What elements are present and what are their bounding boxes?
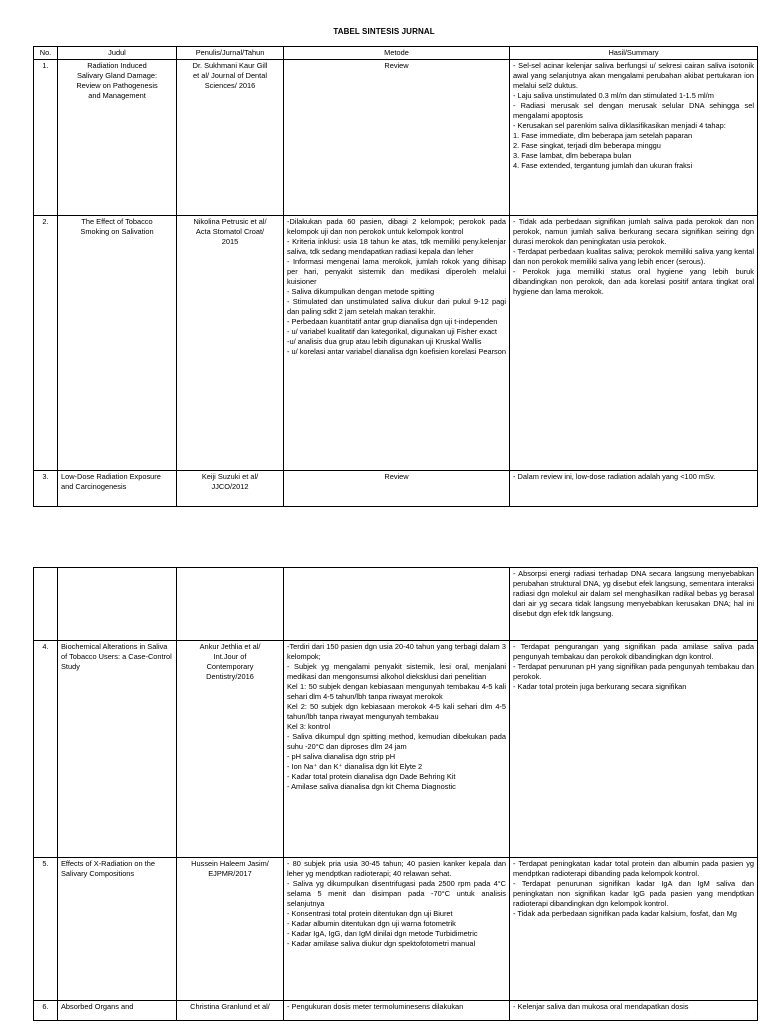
cell-metode-line: - Saliva yg dikumpulkan disentrifugasi pada 2500 rpm pada 4°C selama 5 menit dan disimpan pada -70°C untuk analisis selanjutnya bbox=[287, 878, 506, 908]
cell-hasil-line: - Terdapat perbedaan kualitas saliva; perokok memiliki saliva yang kental dan non perokok memiliki saliva yang lebih encer (serous). bbox=[513, 246, 754, 266]
cell-metode-line: - Kadar amilase saliva diukur dgn spektofotometri manual bbox=[287, 938, 476, 948]
cell-penulis-line: Ankur Jethlia et al/ bbox=[199, 642, 261, 651]
cell-hasil bbox=[510, 568, 758, 641]
cell-hasil-line: - Terdapat pengurangan yang signifikan pada amilase saliva pada pengunyah tembakau dan perokok dibandingkan dgn kontrol. bbox=[513, 642, 754, 661]
cell-penulis-line: JJCO/2012 bbox=[211, 481, 249, 491]
cell-metode-line: - Ion Na⁺ dan K⁺ dianalisa dgn kit Elyte 2 bbox=[287, 761, 423, 771]
cell-metode-line: - Saliva dikumpul dgn spitting method, kemudian dibekukan pada suhu -20°C dan diproses dlm 24 jam bbox=[287, 731, 506, 751]
cell-judul bbox=[58, 641, 177, 858]
cell-penulis bbox=[177, 1001, 284, 1021]
cell-judul bbox=[58, 215, 177, 470]
header-no: No. bbox=[34, 47, 58, 60]
table-row bbox=[34, 858, 758, 1001]
cell-metode-line: Kel 3: kontrol bbox=[287, 721, 331, 731]
cell-hasil-line: - Terdapat peningkatan kadar total protein dan albumin pada pasien yg mendptkan radioterapi dibanding pada kelompok kontrol. bbox=[513, 859, 754, 878]
cell-penulis bbox=[177, 568, 284, 641]
cell-penulis-line: Dentistry/2016 bbox=[206, 671, 254, 681]
cell-judul bbox=[58, 858, 177, 1001]
cell-metode-line: -u/ analisis dua grup atau lebih digunakan uji Kruskal Wallis bbox=[287, 336, 482, 346]
cell-hasil-line: - Sel-sel acinar kelenjar saliva berfungsi u/ sekresi cairan saliva isotonik awal yang selanjutnya akan mengalami perubahan akibat pertukaran ion melalui sel2 duktus. bbox=[513, 60, 754, 90]
cell-hasil-line: - Radiasi merusak sel dengan merusak selular DNA sehingga sel mengalami apoptosis bbox=[513, 100, 754, 120]
cell-penulis-line: et al/ Journal of Dental bbox=[193, 70, 267, 80]
cell-judul-line: The Effect of Tobacco bbox=[81, 216, 153, 226]
cell-hasil bbox=[510, 858, 758, 1001]
cell-penulis-line: Dr. Sukhmani Kaur Gill bbox=[192, 60, 268, 70]
row-number: 3. bbox=[34, 470, 58, 506]
cell-metode-line: Review bbox=[384, 471, 409, 481]
cell-penulis bbox=[177, 215, 284, 470]
cell-judul bbox=[58, 59, 177, 215]
cell-hasil-line: - Kerusakan sel parenkim saliva diklasifikasikan menjadi 4 tahap: bbox=[513, 120, 726, 130]
cell-judul bbox=[58, 568, 177, 641]
table-header-row bbox=[34, 47, 758, 60]
row-number: 4. bbox=[34, 641, 58, 858]
cell-metode-line: - Saliva dikumpulkan dengan metode spitting bbox=[287, 286, 435, 296]
cell-metode-line: - Kadar IgA, IgG, dan IgM dinilai dgn metode Turbidimetric bbox=[287, 928, 478, 938]
cell-judul-line: Absorbed Organs and bbox=[61, 1002, 134, 1011]
cell-metode-line: - pH saliva dianalisa dgn strip pH bbox=[287, 751, 396, 761]
cell-penulis-line: Nikolina Petrusic et al/ bbox=[193, 216, 267, 226]
cell-metode-line: - 80 subjek pria usia 30-45 tahun; 40 pasien kanker kepala dan leher yg mendptkan radioterapi; 40 relawan sehat. bbox=[287, 859, 506, 878]
cell-judul-line: Biochemical Alterations in Saliva of Tobacco Users: a Case-Control Study bbox=[61, 642, 172, 671]
cell-hasil-line: 4. Fase extended, tergantung jumlah dan ukuran fraksi bbox=[513, 160, 693, 170]
cell-metode-line: - Konsentrasi total protein ditentukan dgn uji Biuret bbox=[287, 908, 453, 918]
cell-metode-line: - Kadar total protein dianalisa dgn Dade Behring Kit bbox=[287, 771, 456, 781]
row-number: 6. bbox=[34, 1001, 58, 1021]
cell-judul bbox=[58, 470, 177, 506]
row-number bbox=[34, 568, 58, 641]
cell-metode-line: - Perbedaan kuantitatif antar grup dianalisa dgn uji t-independen bbox=[287, 316, 498, 326]
table-row bbox=[34, 1001, 758, 1021]
cell-judul-line: Radiation Induced bbox=[87, 60, 147, 70]
cell-metode-line: - Stimulated dan unstimulated saliva diukur dari pukul 9-12 pagi dan paling sdkt 2 jam setelah makan terakhir. bbox=[287, 296, 506, 316]
cell-metode bbox=[284, 568, 510, 641]
synthesis-table-continued bbox=[33, 567, 758, 1021]
cell-penulis-line: Christina Granlund et al/ bbox=[190, 1002, 270, 1011]
header-penulis: Penulis/Jurnal/Tahun bbox=[177, 47, 284, 60]
cell-hasil-line: 1. Fase immediate, dlm beberapa jam setelah paparan bbox=[513, 130, 693, 140]
cell-hasil-line: 2. Fase singkat, terjadi dlm beberapa minggu bbox=[513, 140, 661, 150]
cell-metode-line: -Terdiri dari 150 pasien dgn usia 20-40 tahun yang terbagi dalam 3 kelompok; bbox=[287, 642, 506, 661]
cell-hasil-line: - Terdapat penurunan pH yang signifikan pada pengunyah tembakau dan perokok. bbox=[513, 661, 754, 681]
cell-penulis-line: Sciences/ 2016 bbox=[204, 80, 256, 90]
cell-hasil-line: - Tidak ada perbedaan signifikan pada kadar kalsium, fosfat, dan Mg bbox=[513, 908, 737, 918]
cell-metode-line: - Kadar albumin ditentukan dgn uji warna fotometrik bbox=[287, 918, 456, 928]
cell-hasil bbox=[510, 59, 758, 215]
header-hasil: Hasil/Summary bbox=[510, 47, 758, 60]
cell-hasil-line: - Absorpsi energi radiasi terhadap DNA secara langsung menyebabkan perubahan struktural DNA, yg disebut efek langsung, sementara interaksi radiasi dgn molekul air dalam sel menghasilkan radikal bebas yg berasal dari air yg secara tidak langsung menyebabkan kerusakan DNA; hal ini disebut dgn efek tdk langsung. bbox=[513, 569, 754, 618]
cell-hasil-line: - Kelenjar saliva dan mukosa oral mendapatkan dosis bbox=[513, 1002, 689, 1011]
cell-penulis-line: Contemporary bbox=[206, 661, 254, 671]
cell-penulis bbox=[177, 858, 284, 1001]
cell-hasil-line: - Terdapat penurunan signifikan kadar IgA dan IgM saliva dan peningkatan non signifikan kadar IgG pada pasien yang mendptkan radioterapi dibandingkan dgn kelompok kontrol. bbox=[513, 878, 754, 908]
cell-hasil-line: 3. Fase lambat, dlm beberapa bulan bbox=[513, 150, 632, 160]
cell-penulis-line: Hussein Haleem Jasim/ bbox=[191, 859, 269, 868]
cell-judul-line: Effects of X-Radiation on the Salivary Compositions bbox=[61, 859, 155, 878]
cell-metode-line: - Informasi mengenai lama merokok, jumlah rokok yang dihisap per hari, penyakit sistemik dan medikasi diperoleh melalui kuisioner bbox=[287, 256, 506, 286]
header-metode: Metode bbox=[284, 47, 510, 60]
cell-hasil-line: - Tidak ada perbedaan signifikan jumlah saliva pada perokok dan non perokok, namun jumlah saliva berkurang secara signifikan seiring dgn durasi merokok dan peningkatan usia perokok. bbox=[513, 216, 754, 246]
row-number: 1. bbox=[34, 59, 58, 215]
cell-penulis-line: 2015 bbox=[221, 236, 239, 246]
cell-hasil bbox=[510, 470, 758, 506]
table-row bbox=[34, 568, 758, 641]
row-number: 5. bbox=[34, 858, 58, 1001]
cell-metode-line: - Pengukuran dosis meter termoluminesens dilakukan bbox=[287, 1002, 464, 1011]
cell-metode-line: Kel 1: 50 subjek dengan kebiasaan mengunyah tembakau 4-5 kali sehari dlm 4-5 tahun/lbh tanpa riwayat merokok bbox=[287, 681, 506, 701]
cell-hasil bbox=[510, 1001, 758, 1021]
cell-penulis bbox=[177, 641, 284, 858]
header-judul: Judul bbox=[58, 47, 177, 60]
cell-penulis-line: Keiji Suzuki et al/ bbox=[201, 471, 259, 481]
cell-penulis-line: Acta Stomatol Croat/ bbox=[195, 226, 265, 236]
row-number: 2. bbox=[34, 215, 58, 470]
cell-hasil bbox=[510, 641, 758, 858]
cell-penulis-line: EJPMR/2017 bbox=[208, 868, 252, 878]
table-row bbox=[34, 641, 758, 858]
cell-hasil-line: - Dalam review ini, low-dose radiation adalah yang <100 mSv. bbox=[513, 471, 716, 481]
synthesis-table-top bbox=[33, 46, 758, 507]
cell-judul-line: and Management bbox=[88, 90, 146, 100]
cell-judul-line: Low-Dose Radiation Exposure and Carcinogenesis bbox=[61, 471, 161, 491]
cell-penulis-line: Int.Jour of bbox=[213, 651, 247, 661]
table-row bbox=[34, 470, 758, 506]
cell-metode-line: - u/ variabel kualitatif dan kategorikal, digunakan uji Fisher exact bbox=[287, 326, 497, 336]
cell-hasil-line: - Perokok juga memiliki status oral hygiene yang lebih buruk dibandingkan non perokok, dan ada korelasi positif antara tingkat oral hygiene dan lama merokok. bbox=[513, 266, 754, 296]
cell-hasil bbox=[510, 215, 758, 470]
cell-metode-line: -Dilakukan pada 60 pasien, dibagi 2 kelompok; perokok pada kelompok uji dan non perokok untuk kelompok kontrol bbox=[287, 216, 506, 236]
cell-judul-line: Smoking on Salivation bbox=[80, 226, 154, 236]
cell-metode bbox=[284, 470, 510, 506]
cell-metode bbox=[284, 858, 510, 1001]
cell-judul-line: Salivary Gland Damage: bbox=[76, 70, 158, 80]
cell-penulis bbox=[177, 470, 284, 506]
cell-judul bbox=[58, 1001, 177, 1021]
cell-metode-line: - u/ korelasi antar variabel dianalisa dgn koefisien korelasi Pearson bbox=[287, 346, 506, 356]
cell-metode-line: - Amilase saliva dianalisa dgn kit Chema Diagnostic bbox=[287, 781, 456, 791]
document-title: TABEL SINTESIS JURNAL bbox=[333, 27, 435, 36]
cell-hasil-line: - Laju saliva unstimulated 0.3 ml/m dan stimulated 1-1.5 ml/m bbox=[513, 90, 714, 100]
cell-metode-line: - Subjek yg mengalami penyakit sistemik, lesi oral, menjalani medikasi dan mengonsumsi alkohol dieksklusi dari penelitian bbox=[287, 661, 506, 681]
cell-metode bbox=[284, 215, 510, 470]
cell-hasil-line: - Kadar total protein juga berkurang secara signifikan bbox=[513, 681, 687, 691]
cell-metode-line: Review bbox=[384, 60, 409, 70]
cell-metode bbox=[284, 59, 510, 215]
table-row bbox=[34, 59, 758, 215]
cell-metode bbox=[284, 641, 510, 858]
cell-metode bbox=[284, 1001, 510, 1021]
cell-judul-line: Review on Pathogenesis bbox=[76, 80, 158, 90]
cell-metode-line: Kel 2: 50 subjek dgn kebiasaan merokok 4-5 kali sehari dlm 4-5 tahun/lbh tanpa riwayat mengunyah tembakau bbox=[287, 701, 506, 721]
cell-metode-line: - Kriteria inklusi: usia 18 tahun ke atas, tdk memiliki peny.kelenjar saliva, tdk sedang mendapatkan radiasi kepala dan leher bbox=[287, 236, 506, 256]
table-row bbox=[34, 215, 758, 470]
cell-penulis bbox=[177, 59, 284, 215]
